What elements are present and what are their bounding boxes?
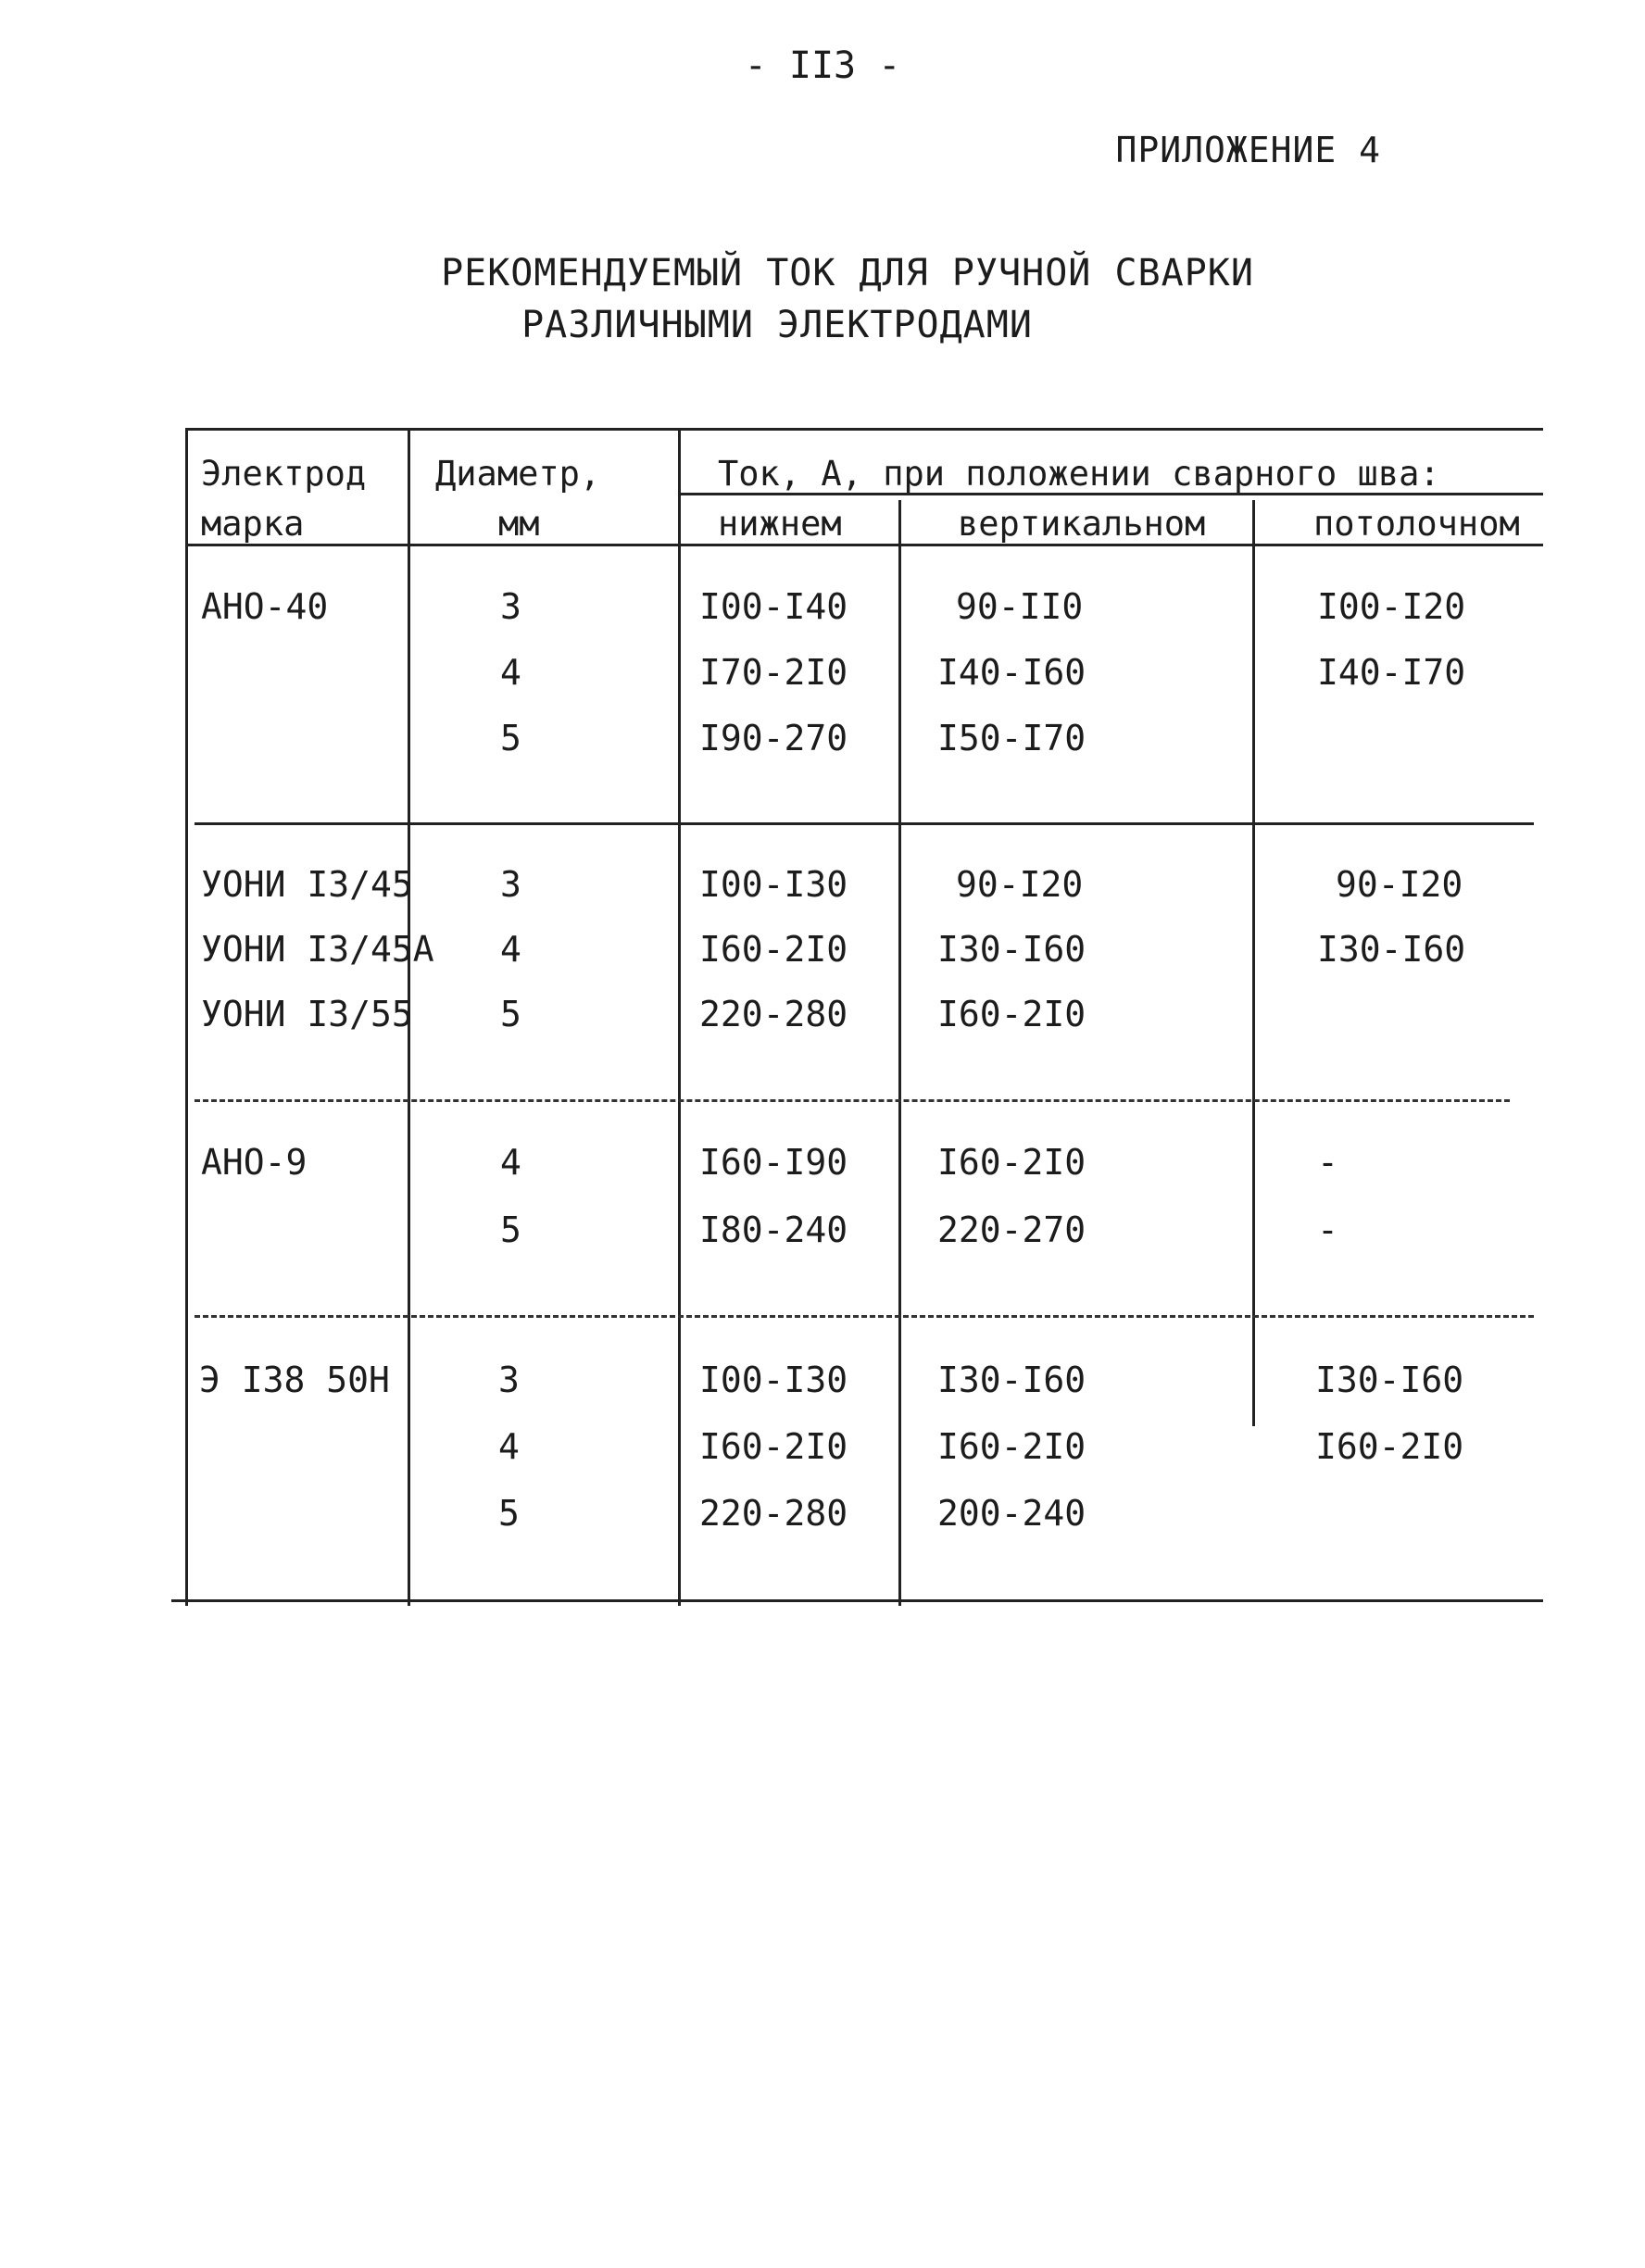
current-bottom-cell: I60-2I0 <box>699 929 848 970</box>
current-bottom-cell: 220-280 <box>699 1493 848 1534</box>
header-position-vertical: вертикальном <box>958 504 1206 544</box>
column-divider-bottom <box>898 500 901 1606</box>
current-vertical-cell: 220-270 <box>937 1209 1086 1250</box>
current-vertical-cell: 200-240 <box>937 1493 1086 1534</box>
current-ceiling-cell: - <box>1317 1209 1338 1250</box>
document-title-line-2: РАЗЛИЧНЫМИ ЭЛЕКТРОДАМИ <box>521 304 1033 346</box>
current-ceiling-cell: I30-I60 <box>1317 929 1466 970</box>
current-bottom-cell: I90-270 <box>699 718 848 758</box>
current-ceiling-cell: 90-I20 <box>1336 864 1463 905</box>
page-number: - II3 - <box>744 44 901 87</box>
current-bottom-cell: I00-I40 <box>699 586 848 627</box>
current-bottom-cell: I70-2I0 <box>699 652 848 693</box>
electrode-name: УОНИ I3/45 <box>201 864 413 905</box>
table-top-border <box>185 428 1543 431</box>
current-ceiling-cell: I00-I20 <box>1317 586 1466 627</box>
header-diameter-line-1: Диаметр, <box>435 454 601 494</box>
header-electrode-line-1: Электрод <box>201 454 367 494</box>
header-position-bottom: нижнем <box>718 504 842 544</box>
current-bottom-cell: I60-I90 <box>699 1142 848 1183</box>
current-bottom-cell: 220-280 <box>699 994 848 1034</box>
diameter-cell: 4 <box>498 1426 520 1467</box>
diameter-cell: 4 <box>500 652 521 693</box>
diameter-cell: 3 <box>498 1360 520 1400</box>
current-bottom-cell: I60-2I0 <box>699 1426 848 1467</box>
column-divider-diameter <box>678 428 681 1606</box>
current-vertical-cell: I30-I60 <box>937 1360 1086 1400</box>
diameter-cell: 3 <box>500 864 521 905</box>
appendix-label: ПРИЛОЖЕНИЕ 4 <box>1115 130 1381 170</box>
current-ceiling-cell: I60-2I0 <box>1315 1426 1464 1467</box>
group-separator-1 <box>195 822 1534 825</box>
diameter-cell: 4 <box>500 1142 521 1183</box>
current-vertical-cell: I50-I70 <box>937 718 1086 758</box>
current-ceiling-cell: I40-I70 <box>1317 652 1466 693</box>
current-ceiling-cell: I30-I60 <box>1315 1360 1464 1400</box>
electrode-name: УОНИ I3/55 <box>201 994 413 1034</box>
current-vertical-cell: 90-II0 <box>956 586 1084 627</box>
table-left-border <box>185 428 188 1606</box>
current-bottom-cell: I00-I30 <box>699 864 848 905</box>
diameter-cell: 3 <box>500 586 521 627</box>
group-separator-3 <box>195 1315 1534 1318</box>
document-title-line-1: РЕКОМЕНДУЕМЫЙ ТОК ДЛЯ РУЧНОЙ СВАРКИ <box>441 252 1254 294</box>
current-vertical-cell: I40-I60 <box>937 652 1086 693</box>
diameter-cell: 4 <box>500 929 521 970</box>
header-diameter-line-2: мм <box>498 504 540 544</box>
current-vertical-cell: I30-I60 <box>937 929 1086 970</box>
current-vertical-cell: I60-2I0 <box>937 994 1086 1034</box>
current-vertical-cell: I60-2I0 <box>937 1426 1086 1467</box>
electrode-name: УОНИ I3/45А <box>201 929 434 970</box>
header-bottom-border <box>185 544 1543 546</box>
header-current-group: Ток, А, при положении сварного шва: <box>718 454 1440 494</box>
electrode-name: АНО-9 <box>201 1142 308 1183</box>
diameter-cell: 5 <box>500 718 521 758</box>
diameter-cell: 5 <box>500 994 521 1034</box>
current-bottom-cell: I80-240 <box>699 1209 848 1250</box>
table-bottom-border <box>171 1599 1543 1602</box>
electrode-name: Э I38 50Н <box>199 1360 390 1400</box>
current-vertical-cell: 90-I20 <box>956 864 1084 905</box>
header-electrode-line-2: марка <box>201 504 305 544</box>
current-vertical-cell: I60-2I0 <box>937 1142 1086 1183</box>
header-position-ceiling: потолочном <box>1313 504 1520 544</box>
diameter-cell: 5 <box>498 1493 520 1534</box>
diameter-cell: 5 <box>500 1209 521 1250</box>
group-separator-2 <box>195 1099 1510 1102</box>
current-bottom-cell: I00-I30 <box>699 1360 848 1400</box>
column-divider-vertical <box>1252 500 1255 1426</box>
current-ceiling-cell: - <box>1317 1142 1338 1183</box>
electrode-name: АНО-40 <box>201 586 329 627</box>
